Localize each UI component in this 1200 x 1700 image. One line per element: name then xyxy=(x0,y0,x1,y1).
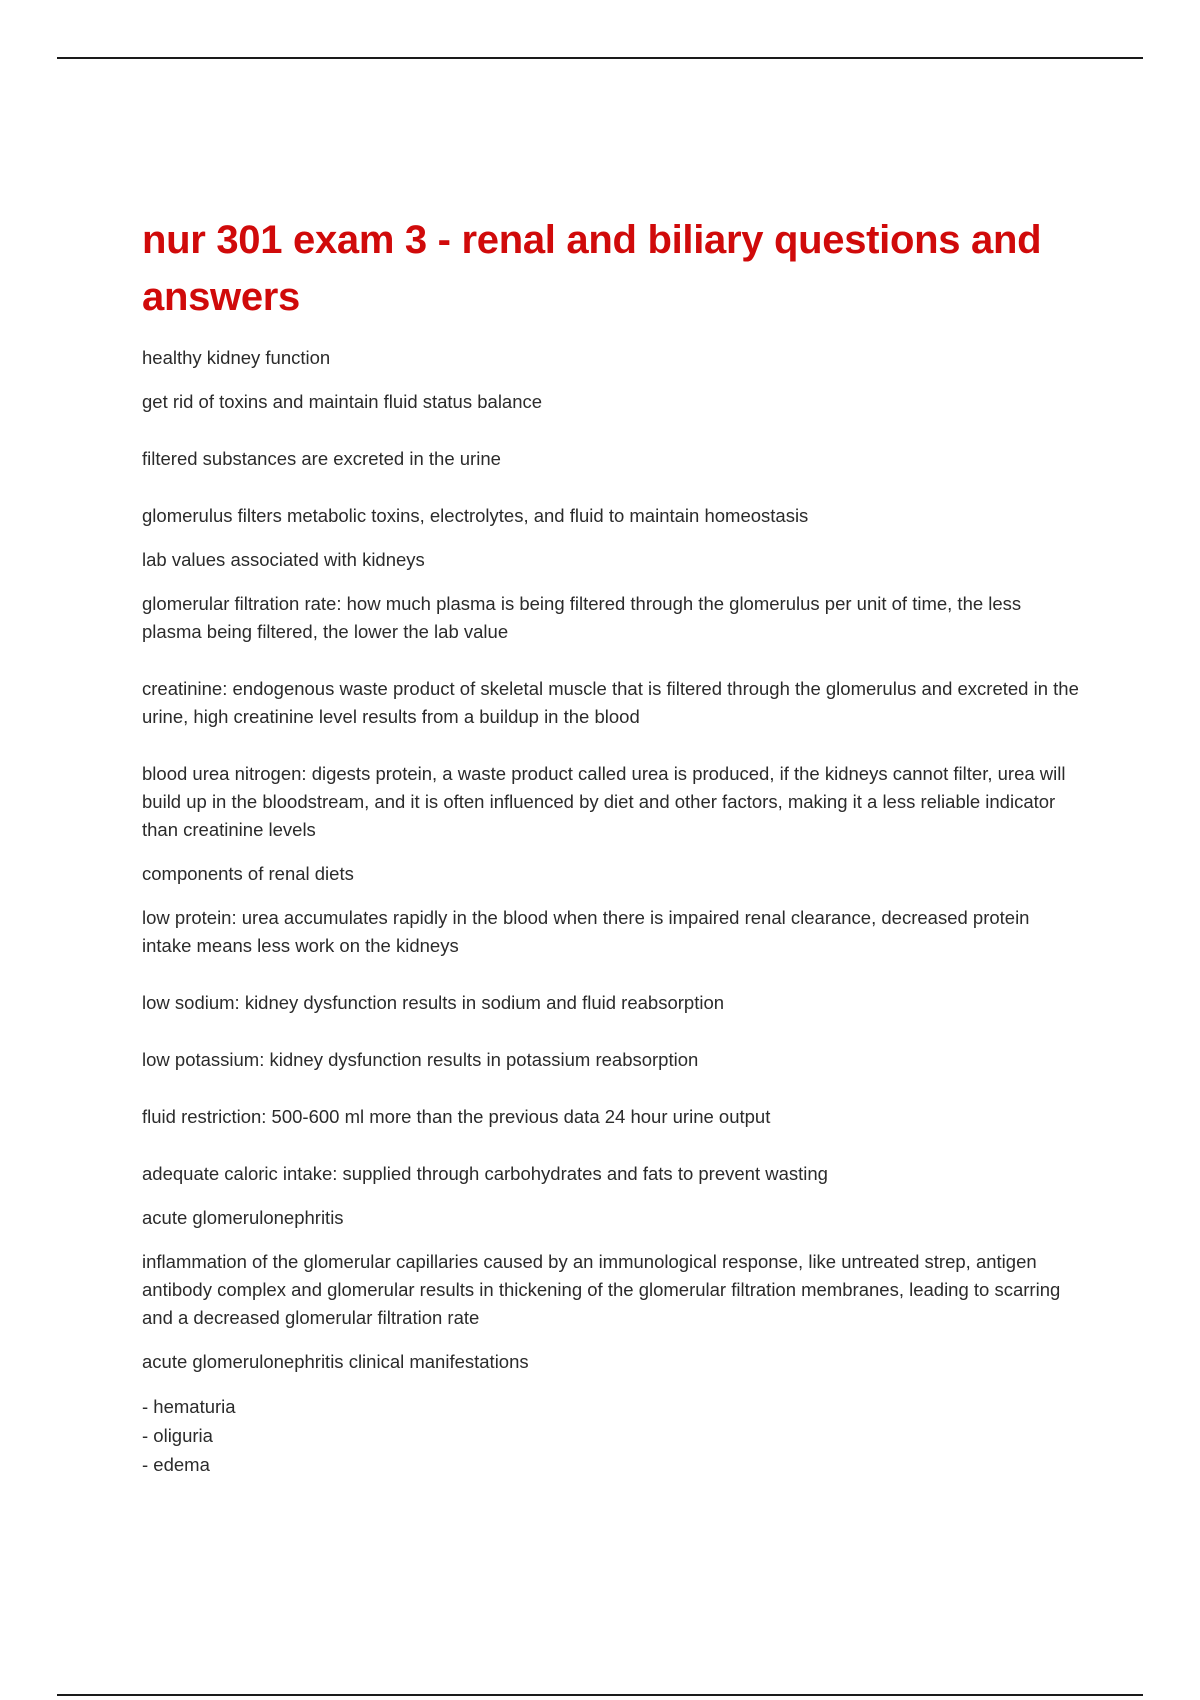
paragraph-clinical-manifestations: acute glomerulonephritis clinical manifestations xyxy=(142,1351,529,1372)
paragraph-lab-values: lab values associated with kidneys xyxy=(142,549,425,570)
document-title: nur 301 exam 3 - renal and biliary questions and answers xyxy=(142,218,1042,319)
paragraph-bun: blood urea nitrogen: digests protein, a waste product called urea is produced, if the kidneys cannot filter, urea will build up in the bloodstream, and it is often influenced by diet and other factors, making it a less reliable indicator than creatinine levels xyxy=(142,763,1066,840)
paragraph-renal-diets: components of renal diets xyxy=(142,863,354,884)
list-item: - edema xyxy=(142,1454,210,1475)
paragraph-acute-glomerulonephritis: acute glomerulonephritis xyxy=(142,1207,344,1228)
paragraph-low-sodium: low sodium: kidney dysfunction results in sodium and fluid reabsorption xyxy=(142,992,725,1013)
list-item: - hematuria xyxy=(142,1396,236,1417)
paragraph-healthy-kidney-function: healthy kidney function xyxy=(142,347,331,368)
paragraph-low-protein: low protein: urea accumulates rapidly in the blood when there is impaired renal clearance, decreased protein intake means less work on the kidneys xyxy=(142,907,1030,956)
paragraph-fluid-restriction: fluid restriction: 500-600 ml more than the previous data 24 hour urine output xyxy=(142,1106,771,1127)
paragraph-caloric-intake: adequate caloric intake: supplied through carbohydrates and fats to prevent wasting xyxy=(142,1163,828,1184)
paragraph-toxins-fluid-balance: get rid of toxins and maintain fluid status balance xyxy=(142,391,543,412)
document-body xyxy=(142,212,1082,1479)
list-item: - oliguria xyxy=(142,1425,213,1446)
paragraph-excreted-in-urine: filtered substances are excreted in the urine xyxy=(142,448,501,469)
paragraph-low-potassium: low potassium: kidney dysfunction results in potassium reabsorption xyxy=(142,1049,699,1070)
paragraph-inflammation: inflammation of the glomerular capillaries caused by an immunological response, like untreated strep, antigen antibody complex and glomerular results in thickening of the glomerular filtration membranes, leading to scarring and a decreased glomerular filtration rate xyxy=(142,1251,1061,1328)
paragraph-glomerulus-filters: glomerulus filters metabolic toxins, electrolytes, and fluid to maintain homeostasis xyxy=(142,505,809,526)
bottom-rule xyxy=(57,1694,1143,1696)
manifestations-list xyxy=(142,1392,1082,1479)
top-rule xyxy=(57,57,1143,59)
paragraph-gfr: glomerular filtration rate: how much plasma is being filtered through the glomerulus per unit of time, the less plasma being filtered, the lower the lab value xyxy=(142,593,1022,642)
paragraph-creatinine: creatinine: endogenous waste product of skeletal muscle that is filtered through the glomerulus and excreted in the urine, high creatinine level results from a buildup in the blood xyxy=(142,678,1079,727)
